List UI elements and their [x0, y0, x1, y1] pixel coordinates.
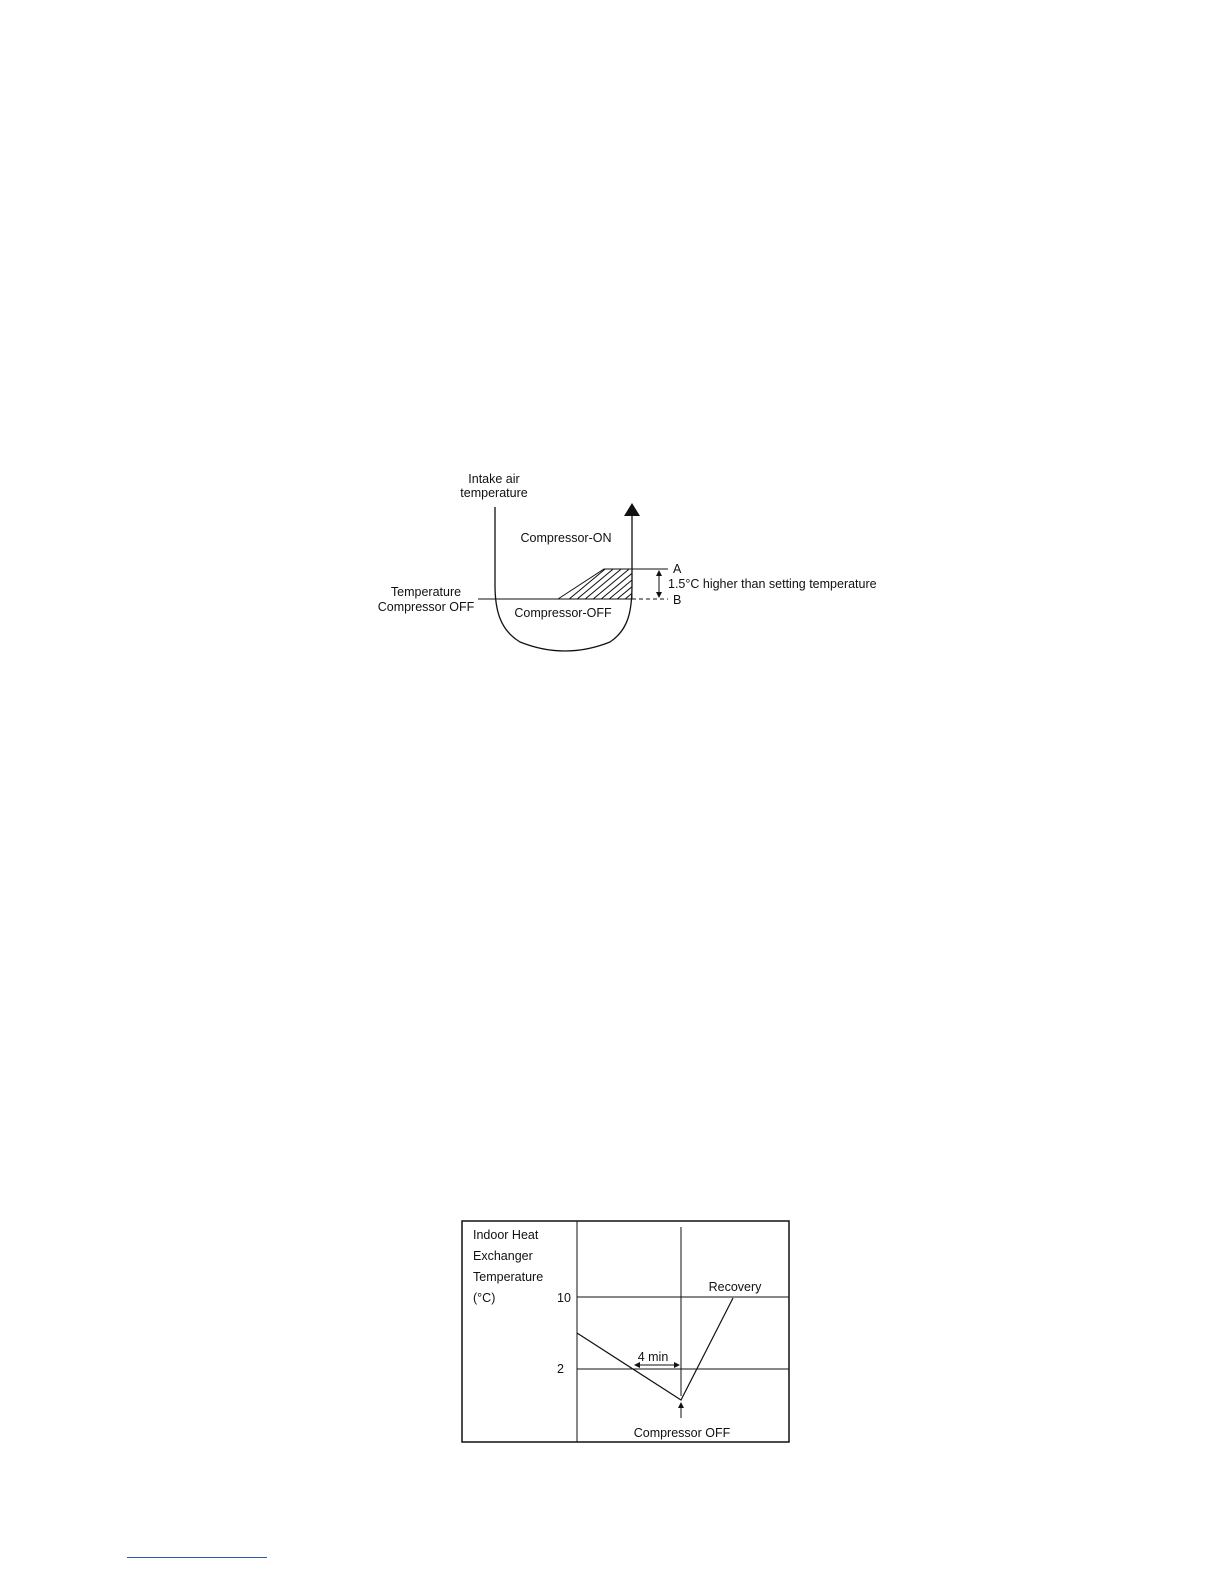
- tick-label-2: 2: [557, 1362, 564, 1376]
- y-label-line2: Exchanger: [473, 1249, 533, 1263]
- arrow-down-icon: [656, 592, 662, 598]
- heat-exchanger-chart: [462, 1221, 789, 1442]
- compressor-on-label: Compressor-ON: [520, 531, 612, 545]
- y-label-line1: Indoor Heat: [473, 1228, 539, 1242]
- arrow-up-icon: [656, 570, 662, 576]
- point-a-label: A: [673, 562, 682, 576]
- y-label-line3: Temperature: [473, 1270, 544, 1284]
- compressor-hysteresis-diagram: [378, 472, 877, 651]
- up-arrow-icon: [624, 503, 640, 516]
- temperature-curve: [495, 507, 632, 651]
- tick-label-10: 10: [557, 1291, 571, 1305]
- recovery-label: Recovery: [708, 1280, 762, 1294]
- duration-label: 4 min: [637, 1350, 669, 1364]
- y-axis-label-line2: temperature: [460, 486, 528, 500]
- compressor-off-label: Compressor-OFF: [514, 606, 612, 620]
- compressor-off-event-label: Compressor OFF: [633, 1426, 731, 1440]
- y-axis-label-line1: Intake air: [468, 472, 520, 486]
- arrow-right-icon: [674, 1362, 680, 1368]
- y-label-line4: (°C): [473, 1291, 496, 1305]
- point-b-label: B: [673, 593, 682, 607]
- offset-note: 1.5°C higher than setting temperature: [668, 577, 877, 591]
- footer-rule: [127, 1557, 267, 1558]
- temperature-trace: [577, 1298, 733, 1400]
- pointer-up-icon: [678, 1402, 684, 1408]
- left-label-line1: Temperature: [390, 585, 462, 599]
- left-label-line2: Compressor OFF: [377, 600, 475, 614]
